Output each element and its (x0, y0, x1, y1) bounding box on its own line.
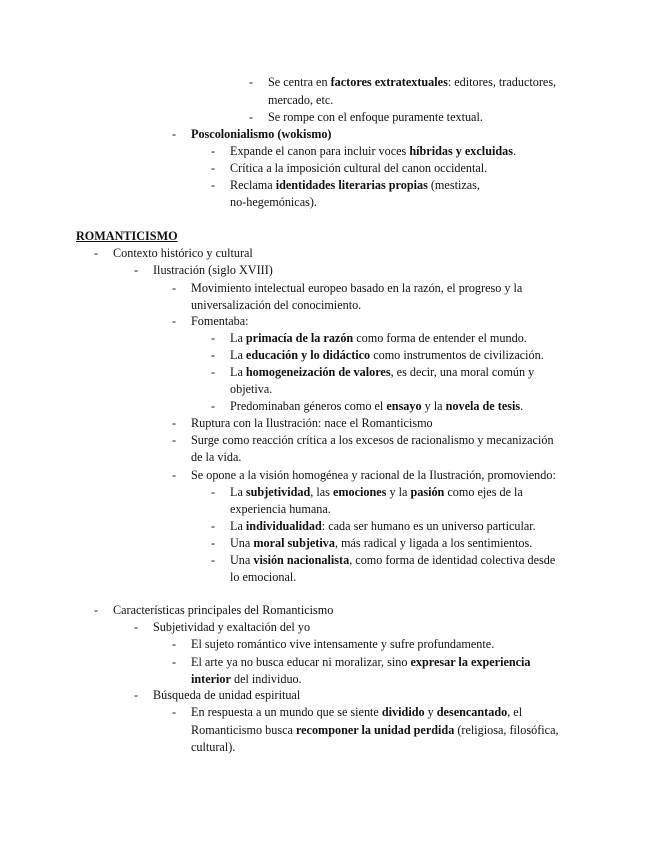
text-segment: Búsqueda de unidad espiritual (153, 688, 301, 702)
text-segment: y (424, 705, 437, 719)
text-segment: universalización del conocimiento. (191, 298, 362, 312)
bullet-dash: - (211, 399, 216, 413)
text-line (230, 143, 516, 160)
text-segment: La (230, 365, 246, 379)
text-line (230, 330, 527, 347)
text-segment: Características principales del Romanticismo (113, 603, 334, 617)
text-line (230, 569, 296, 586)
bullet-dash: - (211, 144, 216, 158)
bullet-dash: - (134, 620, 139, 634)
text-segment: del individuo. (230, 672, 302, 686)
bullet-dash: - (211, 519, 216, 533)
bullet-dash: - (211, 348, 216, 362)
text-line (191, 722, 559, 739)
text-line (191, 654, 531, 671)
text-segment: Una (230, 536, 254, 550)
text-segment: La (230, 519, 246, 533)
text-segment: El arte ya no busca educar ni moralizar, sino (191, 655, 411, 669)
text-line (230, 160, 487, 177)
text-line (191, 432, 554, 449)
text-segment: objetiva. (230, 382, 273, 396)
text-line (191, 297, 361, 314)
bullet-dash: - (172, 655, 177, 669)
text-segment: , es decir, una moral común y (390, 365, 535, 379)
text-segment: En respuesta a un mundo que se siente (191, 705, 382, 719)
text-segment: Se opone a la visión homogénea y racional de la Ilustración, promoviendo: (191, 468, 556, 482)
text-line (268, 74, 556, 91)
text-segment: Crítica a la imposición cultural del canon occidental. (230, 161, 488, 175)
text-segment: La (230, 485, 246, 499)
bold-text: individualidad (245, 519, 322, 533)
text-segment: , más radical y ligada a los sentimientos. (334, 536, 533, 550)
text-line (191, 739, 235, 756)
bullet-dash: - (134, 263, 139, 277)
text-line (230, 535, 532, 552)
bold-text: novela de tesis (445, 399, 521, 413)
text-segment: , como forma de identidad colectiva desde (349, 553, 556, 567)
text-segment: como forma de entender el mundo. (353, 331, 527, 345)
text-segment: La (230, 331, 246, 345)
section-heading: ROMANTICISMO (76, 229, 178, 243)
text-line (230, 381, 272, 398)
text-line (113, 602, 333, 619)
text-segment: . (520, 399, 524, 413)
text-line (191, 704, 522, 721)
text-segment: como instrumentos de civilización. (370, 348, 544, 362)
bold-text: recomponer la unidad perdida (295, 723, 455, 737)
bold-text: visión nacionalista (253, 553, 350, 567)
text-line (268, 109, 483, 126)
text-line (191, 415, 433, 432)
text-segment: . (512, 144, 517, 158)
bold-text: ensayo (386, 399, 422, 413)
text-segment: y la (386, 485, 411, 499)
text-segment: Ruptura con la Ilustración: nace el Romanticismo (191, 416, 433, 430)
text-line (191, 671, 302, 688)
bold-text: homogeneización de valores (245, 365, 391, 379)
text-segment: Romanticismo busca (191, 723, 296, 737)
bold-text: educación y lo didáctico (245, 348, 371, 362)
text-line (230, 552, 555, 569)
text-segment: El sujeto romántico vive intensamente y sufre profundamente. (191, 637, 495, 651)
bullet-dash: - (172, 127, 177, 141)
bullet-dash: - (172, 637, 177, 651)
text-segment: , las (310, 485, 333, 499)
bullet-dash: - (211, 178, 216, 192)
text-line (230, 347, 544, 364)
text-segment: Se centra en (268, 75, 331, 89)
text-line (268, 92, 333, 109)
text-line (191, 467, 556, 484)
text-segment: mercado, etc. (268, 93, 334, 107)
text-segment: Subjetividad y exaltación del yo (153, 620, 311, 634)
text-line (153, 619, 310, 636)
text-segment: no-hegemónicas). (230, 195, 317, 209)
text-segment: : cada ser humano es un universo particular. (321, 519, 536, 533)
text-segment: Una (230, 553, 254, 567)
bullet-dash: - (172, 416, 177, 430)
bullet-dash: - (211, 485, 216, 499)
bullet-dash: - (94, 603, 99, 617)
bold-text: factores extratextuales (330, 75, 448, 89)
bold-text: desencantado (436, 705, 508, 719)
bold-text: identidades literarias propias (275, 178, 428, 192)
bullet-dash: - (249, 75, 254, 89)
text-line (230, 501, 331, 518)
text-line (113, 245, 253, 262)
text-line (191, 449, 241, 466)
text-segment: , el (507, 705, 523, 719)
bullet-dash: - (211, 161, 216, 175)
bullet-dash: - (172, 468, 177, 482)
text-segment: cultural). (191, 740, 236, 754)
text-line (191, 280, 522, 297)
text-segment: lo emocional. (230, 570, 297, 584)
bold-text: dividido (381, 705, 425, 719)
bold-text: pasión (410, 485, 445, 499)
text-segment: Movimiento intelectual europeo basado en la razón, el progreso y la (191, 281, 523, 295)
text-segment: La (230, 348, 246, 362)
bullet-dash: - (211, 553, 216, 567)
bold-text: expresar la experiencia (410, 655, 531, 669)
text-line (153, 262, 273, 279)
text-segment: (religiosa, filosófica, (454, 723, 559, 737)
text-segment: Expande el canon para incluir voces (230, 144, 410, 158)
text-line (230, 177, 480, 194)
bold-text: subjetividad (245, 485, 311, 499)
text-segment: Ilustración (siglo XVIII) (153, 263, 273, 277)
text-line (191, 126, 332, 143)
bold-text: primacía de la razón (245, 331, 354, 345)
text-segment: Se rompe con el enfoque puramente textual. (268, 110, 483, 124)
text-line (230, 364, 534, 381)
bold-text: emociones (332, 485, 387, 499)
bullet-dash: - (94, 246, 99, 260)
bullet-dash: - (172, 705, 177, 719)
bullet-dash: - (211, 331, 216, 345)
text-line (191, 636, 494, 653)
bullet-dash: - (172, 314, 177, 328)
bold-text: híbridas y excluidas (409, 144, 513, 158)
bold-text: Poscolonialismo (wokismo) (191, 127, 332, 141)
text-line (230, 518, 536, 535)
bold-text: interior (191, 672, 231, 686)
text-segment: Fomentaba: (191, 314, 249, 328)
text-line (153, 687, 300, 704)
text-line (191, 313, 249, 330)
text-segment: (mestizas, (427, 178, 480, 192)
text-line (230, 194, 317, 211)
bullet-dash: - (249, 110, 254, 124)
bullet-dash: - (172, 433, 177, 447)
text-segment: y la (421, 399, 446, 413)
bullet-dash: - (211, 365, 216, 379)
text-segment: : editores, traductores, (447, 75, 557, 89)
text-segment: Predominaban géneros como el (230, 399, 387, 413)
text-segment: Reclama (230, 178, 276, 192)
text-line (230, 484, 523, 501)
bullet-dash: - (211, 536, 216, 550)
text-segment: Surge como reacción crítica a los excesos de racionalismo y mecanización (191, 433, 554, 447)
bold-text: moral subjetiva (253, 536, 335, 550)
text-segment: como ejes de la (444, 485, 523, 499)
text-segment: de la vida. (191, 450, 242, 464)
text-segment: experiencia humana. (230, 502, 331, 516)
bullet-dash: - (134, 688, 139, 702)
bullet-dash: - (172, 281, 177, 295)
text-line (230, 398, 523, 415)
text-segment: Contexto histórico y cultural (113, 246, 253, 260)
